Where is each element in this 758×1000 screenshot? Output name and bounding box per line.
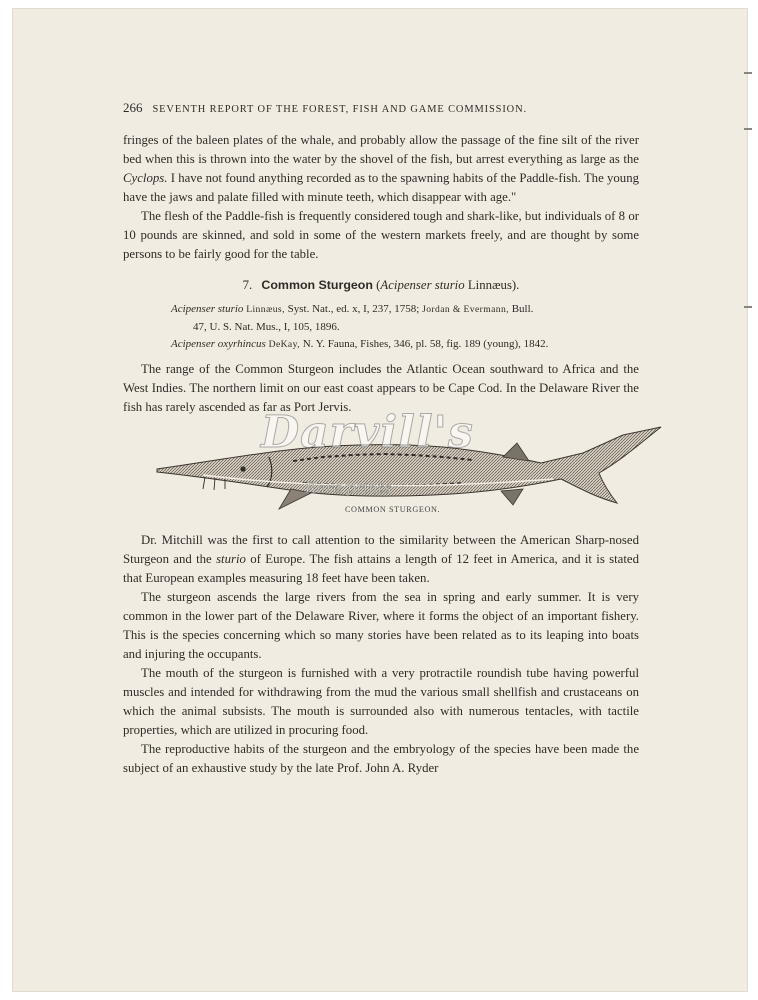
watermark-subtitle: Rare prints [305,478,392,497]
watermark-logo: Darvill's [261,406,474,458]
page-content [123,98,639,778]
running-title: SEVENTH REPORT OF THE FOREST, FISH AND GAME COMMISSION. [152,104,527,115]
edge-mark [744,72,752,74]
synonymy-entry: Acipenser sturio Linnæus, Syst. Nat., ed. x, I, 237, 1758; Jordan & Evermann, Bull. [171,303,534,315]
paragraph-mitchill: Dr. Mitchill was the first to call attention to the similarity between the American Sharp-nosed Sturgeon and the sturio of Europe. The fish attains a length of 12 feet in America, and it is stated that European examples measuring 18 feet have been taken. [123,532,639,585]
paragraph-range: The range of the Common Sturgeon includes the Atlantic Ocean southward to Africa and the West Indies. The northern limit on our east coast appears to be Cape Cod. In the Delaware River the fish has rarely ascended as far as Port Jervis. [123,361,639,414]
paragraph-paddlefish-teeth: fringes of the baleen plates of the whale, and probably allow the passage of the fine silt of the river bed when this is thrown into the water by the shovel of the fish, but arrest everything as large as the Cyclops. I have not found anything recorded as to the spawning habits of the Paddle-fish. The young have the jaws and palate filled with minute teeth, which disappear with age." [123,133,639,204]
synonymy-block [123,301,639,354]
section-name: Common Sturgeon [261,278,373,292]
section-scientific-name: Acipenser sturio [380,278,465,292]
edge-mark [744,306,752,308]
figure-caption: COMMON STURGEON. [345,504,441,514]
section-number: 7. [242,278,253,292]
synonymy-entry-continued: 47, U. S. Nat. Mus., I, 105, 1896. [193,320,340,333]
paragraph-reproductive: The reproductive habits of the sturgeon and the embryology of the species have been made the subject of an exhaustive study by the late Prof. John A. Ryder [123,741,639,775]
synonymy-entry: Acipenser oxyrhincus DeKay, N. Y. Fauna, Fishes, 346, pl. 58, fig. 189 (young), 1842. [171,338,549,350]
paragraph-mouth: The mouth of the sturgeon is furnished with a very protractile roundish tube having powerful muscles and intended for withdrawing from the mud the various small shellfish and crustaceans on which the animal subsists. The mouth is surrounded also with numerous tentacles, with tactile properties, which are utilized in procuring food. [123,665,639,737]
paragraph-ascends: The sturgeon ascends the large rivers from the sea in spring and early summer. It is very common in the lower part of the Delaware River, where it forms the object of an important fishery. This is the species concerning which so many stories have been related as to its leaping into boats and injuring the occupants. [123,589,639,661]
edge-mark [744,128,752,130]
paragraph-paddlefish-flesh: The flesh of the Paddle-fish is frequently considered tough and shark-like, but individuals of 8 or 10 pounds are skinned, and sold in some of the western markets freely, and are thought by some persons to be fairly good for the table. [123,209,639,261]
page-number: 266 [123,100,143,115]
sturgeon-figure [83,406,679,527]
running-header [123,98,639,119]
section-title: 7. Common Sturgeon (Acipenser sturio Linnæus). [242,278,520,292]
